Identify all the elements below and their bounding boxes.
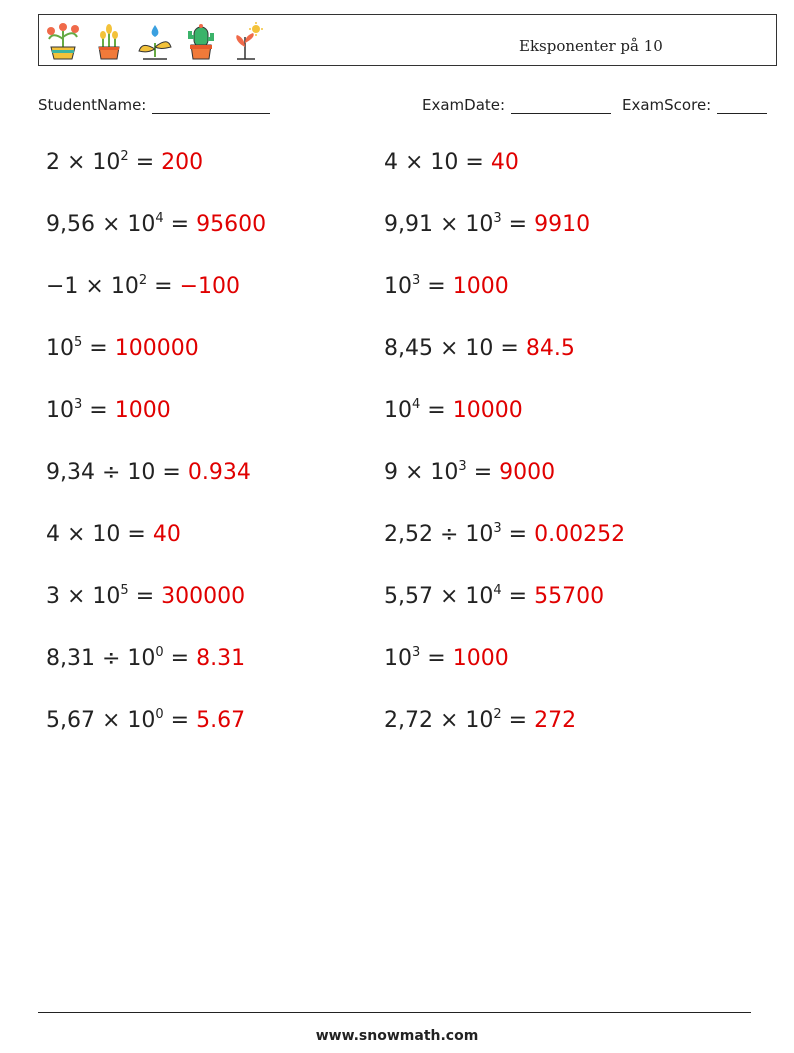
header-box [38,14,777,66]
answer: 1000 [114,398,171,423]
problem-left-4 [46,334,199,367]
problem-right-1 [384,148,519,178]
problem-left-2 [46,210,266,243]
answer: 9910 [534,212,591,237]
answer: 1000 [452,274,509,299]
exponent: 2 [493,707,502,722]
exponent: 0 [155,707,164,722]
header-icons [45,21,265,61]
equals-sign: = [163,212,197,237]
exponent: 2 [120,149,129,164]
exponent: 4 [155,211,164,226]
equals-sign: = [493,336,526,361]
exponent: 3 [412,645,421,660]
equals-sign: = [501,522,535,547]
worksheet-title: Eksponenter på 10 [519,37,663,55]
problem-expression: −1 × 10 [46,274,139,299]
equals-sign: = [420,274,453,299]
problem-left-8 [46,582,245,615]
problem-right-5 [384,396,523,429]
student-name-blank [152,97,270,114]
problem-expression: 10 [384,398,412,423]
equals-sign: = [501,212,535,237]
potted-plant-icon [45,21,81,61]
problem-expression: 10 [384,646,412,671]
problem-left-7 [46,520,181,550]
answer: 84.5 [525,336,575,361]
exponent: 3 [493,211,502,226]
problem-expression: 4 × 10 [46,522,121,547]
equals-sign: = [147,274,180,299]
answer: 9000 [499,460,556,485]
problem-left-3 [46,272,240,305]
answer: 100000 [114,336,199,361]
problem-expression: 8,31 ÷ 10 [46,646,156,671]
problem-expression: 9 × 10 [384,460,459,485]
problem-expression: 2,52 ÷ 10 [384,522,494,547]
equals-sign: = [466,460,500,485]
problem-right-9 [384,644,509,677]
equals-sign: = [458,150,491,175]
problem-right-10 [384,706,576,739]
answer: 272 [534,708,577,733]
answer: 200 [161,150,204,175]
equals-sign: = [501,708,535,733]
exponent: 2 [138,273,148,288]
problem-right-4 [384,334,575,364]
equals-sign: = [163,708,197,733]
equals-sign: = [163,646,197,671]
exam-date-blank [511,97,611,114]
exponent: 5 [74,335,83,350]
seedling-drop-icon [137,21,173,61]
equals-sign: = [420,646,453,671]
exponent: 0 [155,645,164,660]
footer-url: www.snowmath.com [315,1028,479,1044]
problem-expression: 10 [46,336,74,361]
exponent: 3 [74,397,83,412]
problem-expression: 4 × 10 [384,150,459,175]
problem-expression: 5,67 × 10 [46,708,156,733]
exponent: 3 [493,521,502,536]
problem-expression: 10 [46,398,74,423]
answer: 8.31 [196,646,246,671]
problem-expression: 10 [384,274,412,299]
answer: 40 [490,150,519,175]
answer: 1000 [452,646,509,671]
problem-left-6 [46,458,251,488]
problem-right-8 [384,582,604,615]
student-name-field [38,90,270,114]
exam-score-blank [717,97,767,114]
answer: −100 [179,274,240,299]
answer: 40 [152,522,181,547]
problem-right-3 [384,272,509,305]
footer-divider [38,1012,751,1013]
exponent: 3 [412,273,421,288]
wheat-pot-icon [91,21,127,61]
problem-right-6 [384,458,555,491]
exponent: 3 [458,459,467,474]
equals-sign: = [128,150,162,175]
problem-expression: 8,45 × 10 [384,336,494,361]
equals-sign: = [420,398,453,423]
equals-sign: = [128,584,162,609]
answer: 55700 [534,584,605,609]
exam-date-label: ExamDate: [422,96,506,114]
problem-expression: 5,57 × 10 [384,584,494,609]
student-name-label: StudentName: [38,96,147,114]
problem-right-7 [384,520,625,553]
problem-right-2 [384,210,590,243]
answer: 95600 [196,212,267,237]
problem-left-9 [46,644,245,677]
answer: 5.67 [196,708,246,733]
answer: 0.934 [187,460,251,485]
answer: 0.00252 [534,522,626,547]
exam-score-field [622,90,767,114]
answer: 10000 [452,398,523,423]
equals-sign: = [82,398,115,423]
exam-date-field [422,90,611,114]
exponent: 5 [120,583,129,598]
problem-expression: 9,56 × 10 [46,212,156,237]
answer: 300000 [161,584,246,609]
exponent: 4 [412,397,421,412]
exponent: 4 [493,583,502,598]
problem-expression: 9,91 × 10 [384,212,494,237]
problem-expression: 2 × 10 [46,150,121,175]
equals-sign: = [155,460,188,485]
problem-expression: 9,34 ÷ 10 [46,460,156,485]
sun-plant-icon [229,21,265,61]
problem-expression: 2,72 × 10 [384,708,494,733]
problem-left-5 [46,396,171,429]
problem-left-1 [46,148,203,181]
problem-expression: 3 × 10 [46,584,121,609]
equals-sign: = [82,336,115,361]
cactus-pot-icon [183,21,219,61]
equals-sign: = [120,522,153,547]
equals-sign: = [501,584,535,609]
exam-score-label: ExamScore: [622,96,712,114]
problem-left-10 [46,706,245,739]
